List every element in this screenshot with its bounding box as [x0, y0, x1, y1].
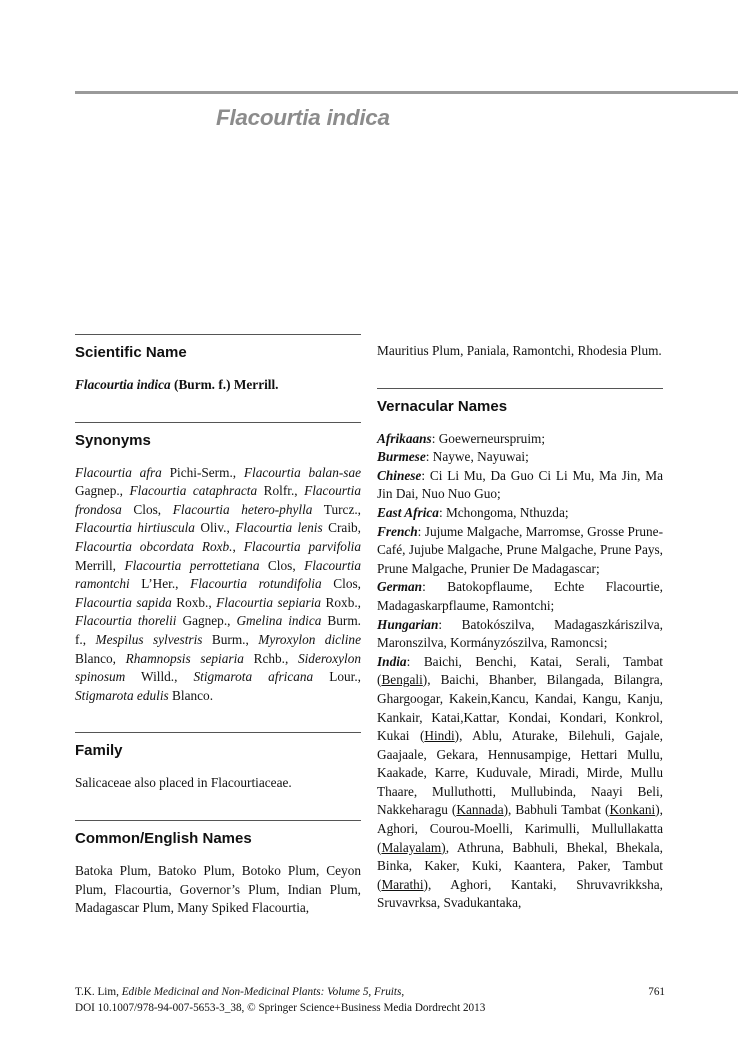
text-run: Lour.,: [313, 669, 361, 685]
vernacular-language: German: [377, 579, 423, 595]
text-run: Turcz.,: [312, 501, 361, 517]
vernacular-entry: [377, 504, 663, 523]
taxon-name: Gmelina indica: [236, 613, 322, 629]
common-names-text: Batoka Plum, Batoko Plum, Botoko Plum, Ceyon Plum, Flacourtia, Governor’s Plum, Indian Plum, Madagascar Plum, Many Spiked Flacourtia,: [75, 862, 361, 916]
text-run: : Naywe, Nayuwai;: [425, 449, 529, 465]
text-run: : Batokószilva, Madagaszkáriszilva, Maronszilva, Kormányzószilva, Ramoncsi;: [377, 616, 663, 651]
text-run: ), Baichi, Bhanber, Bilangada, Bilangra, Ghargoogar, Kakein,Kancu, Kandai, Kangu, Kanju, Kankair, Katai,Kattar, Kondai, Kondari, Konkrol, Kukai (: [377, 672, 663, 744]
text-run: Clos,: [259, 557, 305, 573]
section-family: [75, 732, 361, 793]
synonyms-text: [75, 464, 361, 706]
vernacular-language: Afrikaans: [377, 430, 432, 446]
text-run: , Athruna, Babhuli, Bhekal, Bhekala, Binka, Kaker, Kuki, Kaantera, Paker, Tambut (: [377, 839, 663, 892]
taxon-name: Stigmarota edulis: [75, 687, 169, 703]
vernacular-entry: [377, 523, 663, 579]
vernacular-entry: [377, 448, 663, 467]
section-heading: Synonyms: [75, 431, 151, 449]
taxon-name: Flacourtia frondosa: [75, 483, 361, 517]
taxon-name: Flacourtia obcordata Roxb.: [75, 538, 233, 554]
text-run: ), Aghori, Courou-Moelli, Karimulli, Mullullakatta (: [377, 802, 663, 855]
left-column: [75, 334, 361, 918]
text-run: : Ci Li Mu, Da Guo Ci Li Mu, Ma Jin, Ma Jin Dai, Nuo Nuo Guo;: [377, 467, 663, 502]
citation-line: [75, 985, 665, 1001]
text-run: : Jujume Malgache, Marromse, Grosse Prune-Café, Jujube Malgache, Prune Malgache, Prune Pays, Prune Malgache, Prunier De Madagascar;: [377, 523, 663, 576]
section-scientific-name: [75, 334, 361, 395]
text-run: Rchb.,: [243, 650, 298, 666]
taxon-name: Flacourtia sapida: [75, 594, 172, 610]
vernacular-language: India: [377, 653, 407, 669]
vernacular-language: Hungarian: [377, 616, 439, 632]
section-vernacular-names: [377, 388, 663, 913]
taxon-name: Flacourtia lenis: [235, 520, 323, 536]
text-run: Roxb.,: [321, 594, 361, 610]
page-number: 761: [648, 986, 665, 998]
text-run: Roxb.,: [171, 594, 217, 610]
text-run: Burm. f.,: [75, 613, 362, 647]
text-run: ), Ablu, Aturake, Bilehuli, Gajale, Gaajaale, Gekara, Hennusampige, Hettari Mullu, Kaakade, Karre, Kuduvale, Miradi, Mirde, Mullu Thaare, Mulluthotti, Mullubinda, Naayi Beli, Nakkeharagu (: [377, 728, 663, 818]
taxon-name: Mespilus sylvestris: [95, 631, 203, 647]
section-rule: [377, 388, 663, 389]
vernacular-entry: [377, 653, 663, 913]
taxon-name: Flacourtia thorelii: [75, 613, 177, 629]
footer-author: T.K. Lim,: [75, 986, 122, 998]
header-rule: [75, 91, 738, 94]
taxon-name: Flacourtia cataphracta: [129, 483, 258, 499]
scientific-name-italic: Flacourtia indica: [75, 377, 171, 392]
vernacular-entry: [377, 467, 663, 504]
taxon-name: Flacourtia perrottetiana: [124, 557, 260, 573]
text-run: Gagnep.,: [75, 483, 130, 499]
vernacular-entry: [377, 430, 663, 449]
text-run: Gagnep.,: [176, 613, 237, 629]
vernacular-language: French: [377, 523, 418, 539]
vernacular-language: East Africa: [377, 504, 439, 520]
text-run: Clos,: [121, 501, 173, 517]
section-common-names: [75, 820, 361, 918]
text-run: ), Babhuli Tambat (: [503, 802, 610, 818]
text-run: Pichi-Serm.,: [161, 464, 244, 480]
text-run: Rolfr.,: [257, 483, 305, 499]
language-link: Marathi: [381, 876, 424, 892]
text-run: ,: [232, 538, 244, 554]
taxon-name: Flacourtia ramontchi: [75, 557, 361, 592]
right-column: [377, 333, 663, 913]
taxon-name: Flacourtia hirtiuscula: [75, 520, 195, 536]
vernacular-entry: [377, 578, 663, 615]
taxon-name: Flacourtia afra: [75, 464, 162, 480]
text-run: : Mchongoma, Nthuzda;: [438, 504, 569, 520]
text-run: Craib,: [322, 520, 361, 536]
text-run: : Goewerneurspruim;: [431, 430, 546, 446]
taxon-name: Sideroxylon spinosum: [75, 650, 361, 685]
section-rule: [75, 334, 361, 335]
page-footer: [75, 985, 665, 1016]
vernacular-list: [377, 430, 663, 913]
text-run: Willd.,: [125, 669, 194, 685]
taxon-name: Myroxylon dicline: [258, 631, 361, 647]
section-rule: [75, 820, 361, 821]
text-run: L’Her.,: [129, 576, 191, 592]
taxon-name: Flacourtia sepiaria: [216, 594, 322, 610]
section-heading: Vernacular Names: [377, 397, 508, 415]
chapter-title: Flacourtia indica: [216, 105, 390, 130]
language-link: Bengali: [381, 672, 423, 688]
taxon-name: Stigmarota africana: [193, 669, 314, 685]
vernacular-language: Chinese: [377, 467, 422, 483]
text-run: Burm.,: [202, 631, 259, 647]
text-run: Clos,: [321, 576, 361, 592]
section-heading: Common/English Names: [75, 829, 252, 847]
taxon-name: Flacourtia rotundifolia: [190, 576, 322, 592]
section-heading: Family: [75, 742, 123, 760]
language-link: Konkani: [609, 802, 656, 818]
language-link: Malayalam): [381, 839, 446, 855]
section-synonyms: [75, 422, 361, 706]
language-link: Kannada: [456, 802, 504, 818]
section-rule: [75, 732, 361, 733]
common-names-continued: Mauritius Plum, Paniala, Ramontchi, Rhodesia Plum.: [377, 343, 662, 358]
section-rule: [75, 422, 361, 423]
vernacular-language: Burmese: [377, 449, 426, 465]
family-text: Salicaceae also placed in Flacourtiaceae.: [75, 775, 292, 791]
text-run: Blanco.: [168, 687, 214, 703]
text-run: Oliv.,: [194, 520, 236, 536]
text-run: : Batokopflaume, Echte Flacourtie, Madagaskarpflaume, Ramontchi;: [377, 579, 663, 613]
scientific-name-text: [75, 376, 361, 395]
taxon-name: Rhamnopsis sepiaria: [125, 650, 244, 666]
taxon-name: Flacourtia parvifolia: [243, 538, 361, 554]
text-run: : Baichi, Benchi, Katai, Serali, Tambat (: [377, 653, 663, 688]
text-run: Merrill,: [75, 557, 125, 573]
taxon-name: Flacourtia balan-sae: [243, 464, 361, 480]
text-run: Blanco,: [75, 650, 126, 666]
doi-line: DOI 10.1007/978-94-007-5653-3_38, © Springer Science+Business Media Dordrecht 2013: [75, 1001, 486, 1014]
section-heading: Scientific Name: [75, 344, 187, 361]
scientific-name-authority: (Burm. f.) Merrill.: [170, 377, 279, 392]
taxon-name: Flacourtia hetero-phylla: [172, 501, 313, 517]
text-run: ), Aghori, Kantaki, Shruvavrikksha, Sruvavrksa, Svadukantaka,: [377, 876, 663, 911]
vernacular-entry: [377, 616, 663, 653]
footer-book-title: Edible Medicinal and Non-Medicinal Plants: Volume 5, Fruits: [121, 986, 402, 998]
footer-punct: ,: [401, 986, 405, 998]
language-link: Hindi: [424, 728, 455, 744]
